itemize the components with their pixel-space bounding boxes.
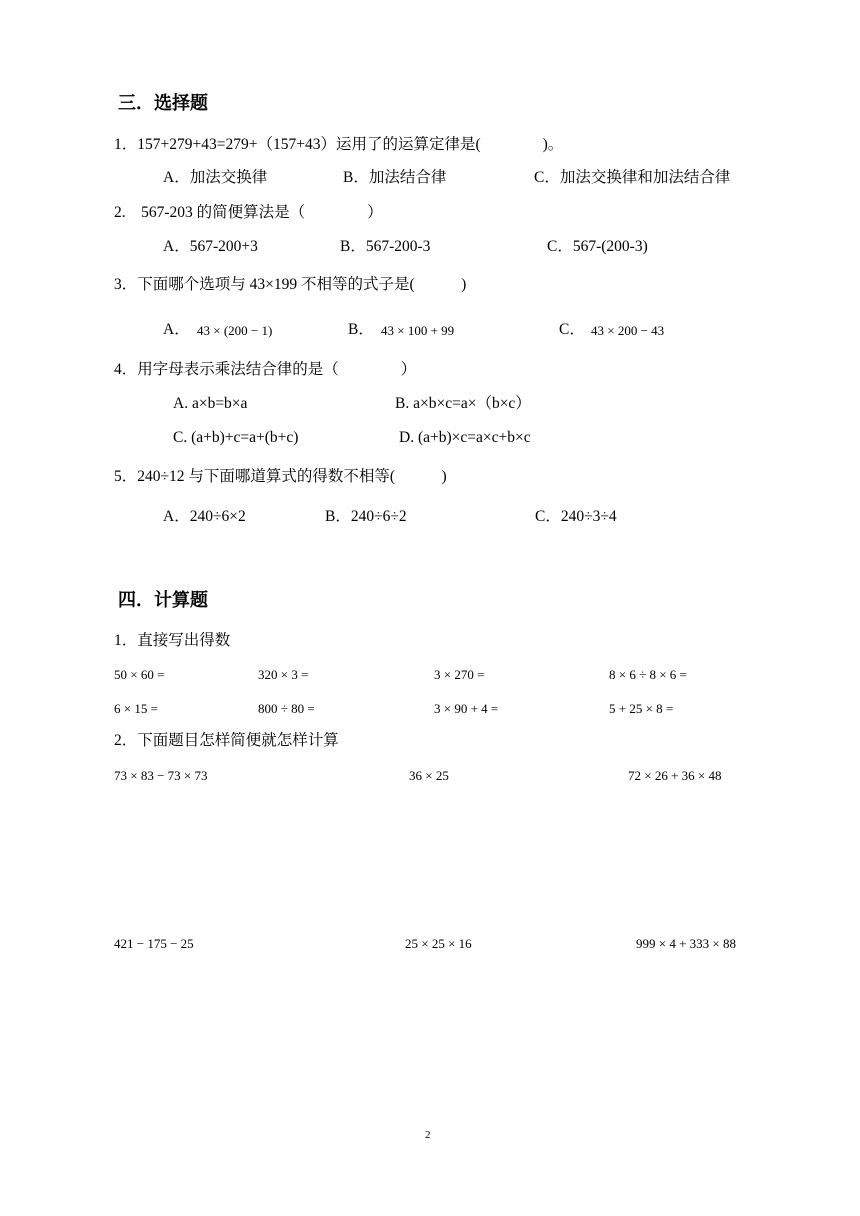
q1-option-c: C．加法交换律和加法结合律 xyxy=(534,169,731,186)
q5-option-b: B．240÷6÷2 xyxy=(325,508,407,525)
q1-option-b: B．加法结合律 xyxy=(343,169,447,186)
q4-option-c: C. (a+b)+c=a+(b+c) xyxy=(173,429,299,446)
section3-heading: 三．选择题 xyxy=(118,93,208,114)
q2-option-b: B．567-200-3 xyxy=(340,238,431,255)
mental-math-item: 800 ÷ 80 = xyxy=(258,701,315,716)
q4-stem: 4．用字母表示乘法结合律的是（ ） xyxy=(114,361,417,378)
q5-stem: 5．240÷12 与下面哪道算式的得数不相等( ) xyxy=(114,468,447,485)
calc-item: 999 × 4 + 333 × 88 xyxy=(636,936,736,951)
mental-math-item: 50 × 60 = xyxy=(114,667,165,682)
mental-math-item: 6 × 15 = xyxy=(114,701,158,716)
q1-stem: 1．157+279+43=279+（157+43）运用了的运算定律是( )。 xyxy=(114,136,564,153)
q5-option-c: C．240÷3÷4 xyxy=(535,508,617,525)
q3-option-a-expr: 43 × (200 − 1) xyxy=(197,323,273,338)
q4-option-a: A. a×b=b×a xyxy=(173,395,248,412)
q3-option-c-label: C． xyxy=(559,321,585,338)
q2-option-a: A．567-200+3 xyxy=(163,238,258,255)
q4-option-b: B. a×b×c=a×（b×c） xyxy=(395,395,531,412)
mental-math-item: 5 + 25 × 8 = xyxy=(609,701,674,716)
q3-option-a-label: A． xyxy=(163,321,190,338)
q3-option-b-expr: 43 × 100 + 99 xyxy=(381,323,455,338)
q3-option-c-expr: 43 × 200 − 43 xyxy=(591,323,665,338)
q2-option-c: C．567-(200-3) xyxy=(547,238,648,255)
q3-stem: 3．下面哪个选项与 43×199 不相等的式子是( ) xyxy=(114,276,467,293)
q3-option-b-label: B． xyxy=(348,321,374,338)
calc-item: 72 × 26 + 36 × 48 xyxy=(628,768,722,783)
calc-item: 25 × 25 × 16 xyxy=(405,936,472,951)
part2-title: 2．下面题目怎样简便就怎样计算 xyxy=(114,732,339,749)
mental-math-item: 8 × 6 ÷ 8 × 6 = xyxy=(609,667,687,682)
q2-stem: 2. 567-203 的简便算法是（ ） xyxy=(114,204,383,221)
q5-option-a: A．240÷6×2 xyxy=(163,508,246,525)
mental-math-item: 3 × 90 + 4 = xyxy=(434,701,499,716)
q4-option-d: D. (a+b)×c=a×c+b×c xyxy=(399,429,531,446)
q1-option-a: A．加法交换律 xyxy=(163,169,268,186)
calc-item: 421 − 175 − 25 xyxy=(114,936,194,951)
mental-math-item: 3 × 270 = xyxy=(434,667,485,682)
calc-item: 36 × 25 xyxy=(409,768,449,783)
mental-math-item: 320 × 3 = xyxy=(258,667,309,682)
calc-item: 73 × 83 − 73 × 73 xyxy=(114,768,208,783)
page-number: 2 xyxy=(425,1129,431,1141)
section4-heading: 四．计算题 xyxy=(118,590,208,611)
part1-title: 1．直接写出得数 xyxy=(114,632,231,649)
